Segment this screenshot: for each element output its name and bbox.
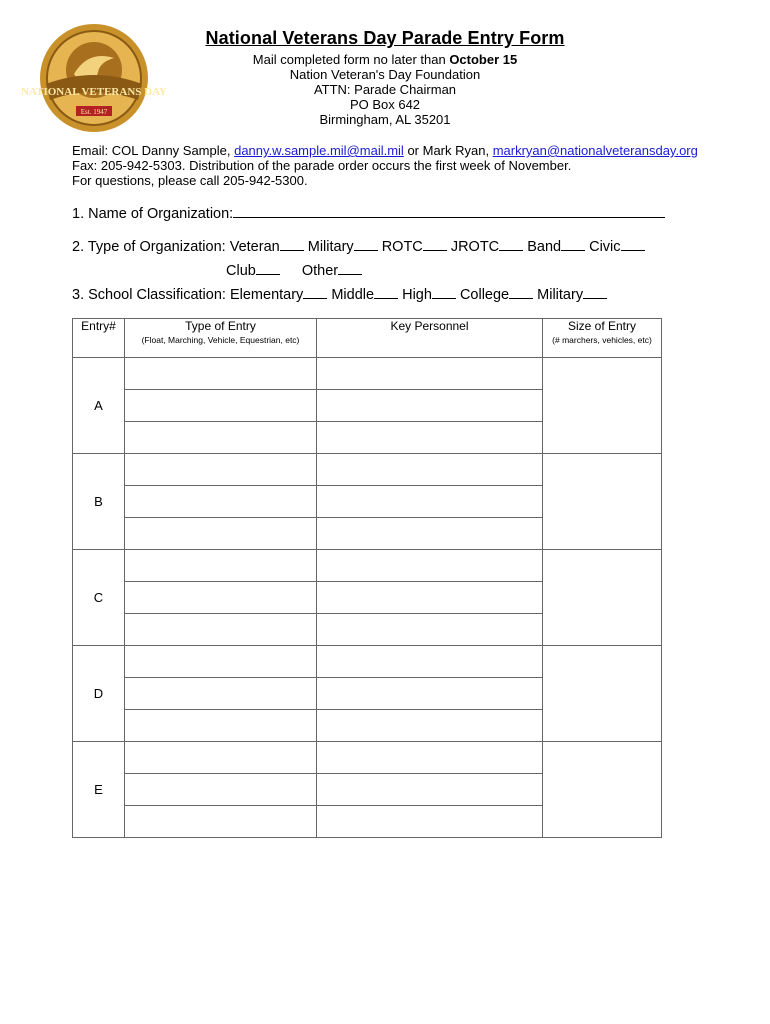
club-blank[interactable] <box>256 261 280 275</box>
civic-blank[interactable] <box>621 237 645 251</box>
entry-table-header <box>73 319 662 358</box>
key-personnel-cell[interactable] <box>317 614 543 646</box>
key-personnel-cell[interactable] <box>317 358 543 390</box>
size-of-entry-cell[interactable] <box>543 550 662 646</box>
key-personnel-cell[interactable] <box>317 582 543 614</box>
type-of-entry-cell[interactable] <box>125 454 317 486</box>
entry-label-d: D <box>73 646 125 742</box>
svg-text:Est. 1947: Est. 1947 <box>80 108 108 116</box>
option-civic: Civic <box>589 237 644 255</box>
option-club: Club <box>226 261 280 279</box>
key-personnel-cell[interactable] <box>317 742 543 774</box>
key-personnel-cell[interactable] <box>317 454 543 486</box>
band-blank[interactable] <box>561 237 585 251</box>
header-key-personnel: Key Personnel <box>317 319 543 358</box>
option-veteran: Veteran <box>230 237 304 255</box>
key-personnel-cell[interactable] <box>317 486 543 518</box>
option-college: College <box>460 285 533 303</box>
key-personnel-cell[interactable] <box>317 774 543 806</box>
option-jrotc: JROTC <box>451 237 523 255</box>
college-blank[interactable] <box>509 285 533 299</box>
type-of-entry-cell[interactable] <box>125 550 317 582</box>
key-personnel-cell[interactable] <box>317 422 543 454</box>
size-of-entry-cell[interactable] <box>543 454 662 550</box>
organization-name-field[interactable] <box>233 204 665 218</box>
option-other: Other <box>302 261 362 279</box>
type-of-entry-cell[interactable] <box>125 486 317 518</box>
other-blank[interactable] <box>338 261 362 275</box>
key-personnel-cell[interactable] <box>317 518 543 550</box>
address-line: ATTN: Parade Chairman <box>313 82 457 97</box>
mailing-address <box>0 52 770 127</box>
fax-line: Fax: 205-942-5303. Distribution of the parade order occurs the first week of November. <box>72 158 572 173</box>
questions-line: For questions, please call 205-942-5300. <box>72 173 308 188</box>
email-link-mark[interactable]: markryan@nationalveteransday.org <box>492 143 698 158</box>
type-of-entry-cell[interactable] <box>125 358 317 390</box>
type-of-entry-cell[interactable] <box>125 518 317 550</box>
type-of-entry-cell[interactable] <box>125 742 317 774</box>
key-personnel-cell[interactable] <box>317 550 543 582</box>
type-of-entry-cell[interactable] <box>125 806 317 838</box>
email-link-danny[interactable]: danny.w.sample.mil@mail.mil <box>234 143 404 158</box>
table-row <box>73 646 662 678</box>
mail-deadline: October 15 <box>449 52 518 67</box>
question-organization-type: 2. Type of Organization: Veteran Military ROTC JROTC Band Civic <box>72 237 645 255</box>
type-of-entry-cell[interactable] <box>125 390 317 422</box>
entry-table <box>72 318 662 838</box>
size-of-entry-cell[interactable] <box>543 646 662 742</box>
high-blank[interactable] <box>432 285 456 299</box>
type-of-entry-cell[interactable] <box>125 678 317 710</box>
key-personnel-cell[interactable] <box>317 710 543 742</box>
header-entry-number: Entry# <box>73 319 125 358</box>
jrotc-blank[interactable] <box>499 237 523 251</box>
option-middle: Middle <box>331 285 398 303</box>
question-school-classification: 3. School Classification: Elementary Middle High College Military <box>72 285 607 303</box>
option-elementary: Elementary <box>230 285 327 303</box>
type-of-entry-cell[interactable] <box>125 710 317 742</box>
entry-label-b: B <box>73 454 125 550</box>
option-high: High <box>402 285 456 303</box>
key-personnel-cell[interactable] <box>317 390 543 422</box>
option-rotc: ROTC <box>382 237 447 255</box>
entry-label-c: C <box>73 550 125 646</box>
entry-label-a: A <box>73 358 125 454</box>
table-row <box>73 358 662 390</box>
question-organization-name: 1. Name of Organization: <box>72 204 665 222</box>
table-row <box>73 742 662 774</box>
military-blank[interactable] <box>354 237 378 251</box>
elementary-blank[interactable] <box>303 285 327 299</box>
key-personnel-cell[interactable] <box>317 806 543 838</box>
rotc-blank[interactable] <box>423 237 447 251</box>
option-school-military: Military <box>537 285 607 303</box>
table-row <box>73 454 662 486</box>
type-of-entry-cell[interactable] <box>125 422 317 454</box>
mail-deadline-line: Mail completed form no later than October 15 <box>252 52 518 67</box>
key-personnel-cell[interactable] <box>317 678 543 710</box>
type-of-entry-cell[interactable] <box>125 582 317 614</box>
table-row <box>73 550 662 582</box>
organization-type-row2 <box>226 261 362 279</box>
header-size-of-entry: Size of Entry (# marchers, vehicles, etc) <box>543 319 662 358</box>
address-line: Nation Veteran's Day Foundation <box>289 67 481 82</box>
school-military-blank[interactable] <box>583 285 607 299</box>
header-type-of-entry: Type of Entry (Float, Marching, Vehicle, Equestrian, etc) <box>125 319 317 358</box>
middle-blank[interactable] <box>374 285 398 299</box>
address-line: Birmingham, AL 35201 <box>319 112 451 127</box>
type-of-entry-cell[interactable] <box>125 774 317 806</box>
entry-label-e: E <box>73 742 125 838</box>
key-personnel-cell[interactable] <box>317 646 543 678</box>
address-line: PO Box 642 <box>349 97 421 112</box>
svg-text:NATIONAL VETERANS DAY: NATIONAL VETERANS DAY <box>21 86 167 98</box>
option-band: Band <box>527 237 585 255</box>
type-of-entry-cell[interactable] <box>125 614 317 646</box>
size-of-entry-cell[interactable] <box>543 742 662 838</box>
contact-info: Email: COL Danny Sample, danny.w.sample.mil@mail.mil or Mark Ryan, markryan@nationalveteransday.org Fax: 205-942-5303. Distribution of the parade order occurs the first week of November. For questions, please call 205-942-5300. <box>72 143 698 188</box>
option-military: Military <box>308 237 378 255</box>
form-title: National Veterans Day Parade Entry Form <box>205 28 565 48</box>
type-of-entry-cell[interactable] <box>125 646 317 678</box>
veteran-blank[interactable] <box>280 237 304 251</box>
size-of-entry-cell[interactable] <box>543 358 662 454</box>
